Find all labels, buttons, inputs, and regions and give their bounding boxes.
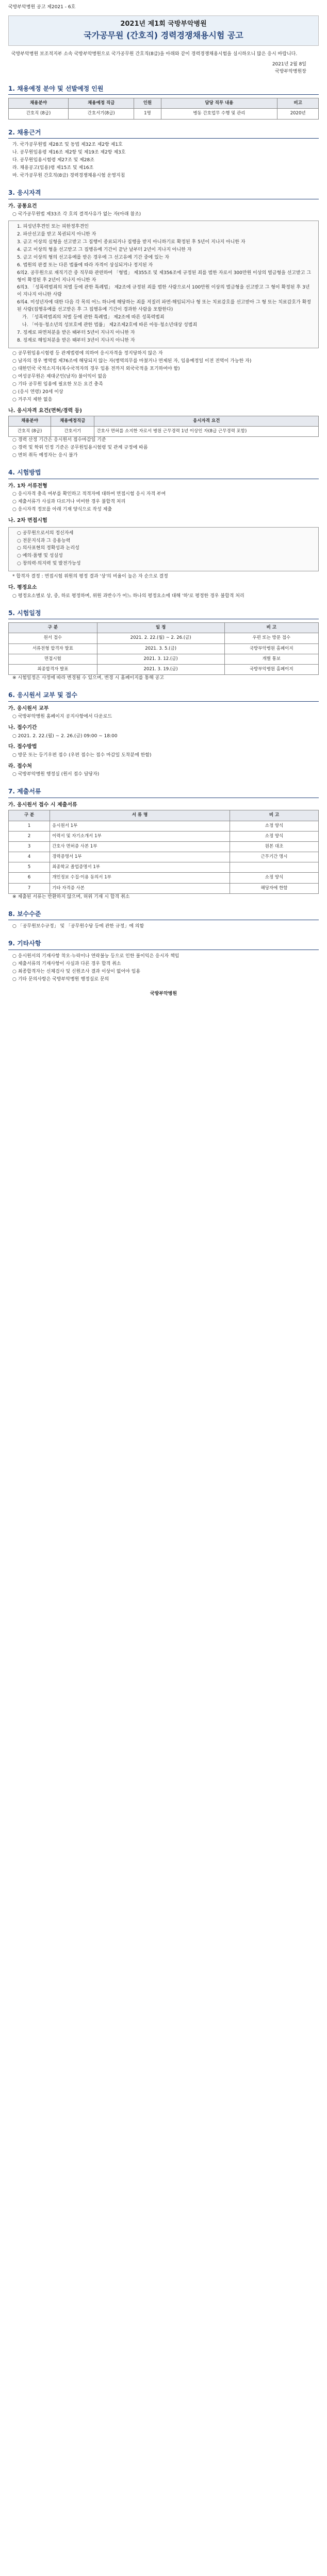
table-cell: 우편 또는 방문 접수 bbox=[224, 633, 318, 643]
table-row bbox=[9, 862, 319, 873]
text-line: ○ 거주지 제한 없음 bbox=[12, 397, 53, 402]
section-8-title: 8. 보수수준 bbox=[8, 908, 319, 921]
text-line: ○ 제출서류의 기재사항이 사실과 다른 경우 합격 취소 bbox=[12, 961, 121, 967]
section-5-title: 5. 시험일정 bbox=[8, 607, 319, 620]
date-signature bbox=[8, 61, 319, 76]
basis-line: 가. 국가공무원법 제28조 및 동법 제32조 제2항 제1호 bbox=[12, 142, 123, 148]
table-cell: 경력증명서 1부 bbox=[50, 852, 230, 862]
table-cell: 2 bbox=[9, 831, 50, 841]
table-cell: 개인정보 수집·이용 동의서 1부 bbox=[50, 873, 230, 883]
table-cell: 3 bbox=[9, 841, 50, 852]
table-header: 채용예정 직급 bbox=[69, 98, 134, 109]
table-cell: 간호사 면허증 사본 1부 bbox=[50, 841, 230, 852]
text-line: ○ 면허 취득 예정자는 응시 불가 bbox=[12, 453, 78, 459]
table-header: 비고 bbox=[277, 98, 319, 109]
list-item: 2. 파산선고를 받고 복권되지 아니한 자 bbox=[17, 231, 96, 237]
subhead: 가. 1차 서류전형 bbox=[8, 483, 47, 489]
table-cell: 해당자에 한함 bbox=[230, 883, 319, 893]
table-row bbox=[9, 831, 319, 841]
intro-text: 국방부악병원 보조적지부 소속 국방부악병원으로 국가공무원 간호직(8급)을 아래와 같이 경력경쟁채용시험을 실시하오니 많은 응시 바랍니다. bbox=[11, 51, 298, 57]
text-line: ○ 경력 및 학위 인정 기준은 공무원임용시험령 및 관계 규정에 따름 bbox=[12, 445, 148, 451]
list-item: 4. 금고 이상의 형을 선고받고 그 집행유예 기간이 끝난 날부터 2년이 지나지 아니한 자 bbox=[17, 247, 192, 252]
text-line: ○ 「공무원보수규정」 및 「공무원수당 등에 관한 규정」에 의함 bbox=[12, 924, 144, 929]
interview-box bbox=[8, 527, 319, 572]
table-row bbox=[9, 633, 319, 643]
subhead: 나. 응시자격 요건(면허/경력 등) bbox=[8, 408, 82, 414]
list-item: 5. 금고 이상의 형의 선고유예를 받은 경우에 그 선고유예 기간 중에 있는 자 bbox=[17, 255, 170, 260]
section-3-title: 3. 응시자격 bbox=[8, 187, 319, 199]
table-row bbox=[9, 427, 319, 437]
subhead: 나. 접수기간 bbox=[8, 725, 37, 731]
subhead: 가. 응시원서 접수 시 제출서류 bbox=[8, 802, 77, 808]
table-header: 일 정 bbox=[97, 623, 224, 633]
list-item: 3. 금고 이상의 실형을 선고받고 그 집행이 종료되거나 집행을 받지 아니하기로 확정된 후 5년이 지나지 아니한 자 bbox=[17, 239, 246, 245]
text-line: ○ 제출서류가 사실과 다르거나 미비한 경우 불합격 처리 bbox=[12, 499, 126, 505]
basis-line: 다. 공무원임용시험령 제27조 및 제28조 bbox=[12, 158, 94, 163]
text-line: ○ 국방부악병원 홈페이지 공지사항에서 다운로드 bbox=[12, 714, 112, 720]
text-line: ○ 2021. 2. 22.(월) ~ 2. 26.(금) 09:00 ~ 18:00 bbox=[12, 733, 118, 739]
note-line: ※ 제출된 서류는 반환하지 않으며, 허위 기재 시 합격 취소 bbox=[12, 894, 130, 900]
section-6-title: 6. 응시원서 교부 및 접수 bbox=[8, 689, 319, 702]
table-header: 채용분야 bbox=[9, 416, 51, 427]
table-row bbox=[9, 821, 319, 831]
table-row bbox=[9, 873, 319, 883]
table-row bbox=[9, 664, 319, 674]
table-cell: 병동 간호업무 수행 및 관리 bbox=[161, 109, 277, 119]
table-cell: 응시원서 1부 bbox=[50, 821, 230, 831]
table-cell: 소정 양식 bbox=[230, 873, 319, 883]
table-cell: 국방부악병원 홈페이지 bbox=[224, 664, 318, 674]
schedule-table bbox=[8, 622, 319, 675]
text-line: ○ 남자의 경우 병역법 제76조에 해당되지 않는 자(병역의무를 마쳤거나 면제된 자, 임용예정일 이전 전역이 가능한 자) bbox=[12, 358, 252, 364]
section-1-title: 1. 채용예정 분야 및 선발예정 인원 bbox=[8, 83, 319, 95]
table-cell: 2020년 bbox=[277, 109, 319, 119]
table-cell: 개별 통보 bbox=[224, 654, 318, 664]
list-item: 가. 「성폭력범죄의 처벌 등에 관한 특례법」 제2조에 따른 성폭력범죄 bbox=[22, 315, 165, 320]
subhead: 가. 공통요건 bbox=[8, 203, 37, 209]
table-row bbox=[9, 883, 319, 893]
table-header: 인원 bbox=[134, 98, 161, 109]
table-row bbox=[9, 841, 319, 852]
table-cell: 기타 자격증 사본 bbox=[50, 883, 230, 893]
section-4-title: 4. 시험방법 bbox=[8, 467, 319, 479]
list-item: 7. 징계로 파면처분을 받은 때부터 5년이 지나지 아니한 자 bbox=[17, 330, 135, 336]
section-2-title: 2. 채용근거 bbox=[8, 127, 319, 139]
title-line-2: 국가공무원 (간호직) 경력경쟁채용시험 공고 bbox=[84, 30, 243, 41]
list-item: 6의4. 미성년자에 대한 다음 각 목의 어느 하나에 해당하는 죄를 저질러 파면·해임되거나 형 또는 치료감호를 선고받아 그 형 또는 치료감호가 확정된 사람(집행유예를 선고받은 후 그 집행유예 기간이 경과한 사람을 포함한다) bbox=[17, 300, 311, 313]
text-line: ○ 대한민국 국적소지자(복수국적자의 경우 임용 전까지 외국국적을 포기하여야 함) bbox=[12, 366, 180, 371]
table-cell bbox=[230, 862, 319, 873]
table-cell: 2021. 2. 22.(월) ~ 2. 26.(금) bbox=[97, 633, 224, 643]
list-item: 1. 피성년후견인 또는 피한정후견인 bbox=[17, 224, 89, 229]
table-cell: 2021. 3. 19.(금) bbox=[97, 664, 224, 674]
text-line: ○ 기타 공무원 임용에 필요한 모든 요건 충족 bbox=[12, 381, 103, 387]
table-cell: 2021. 3. 12.(금) bbox=[97, 654, 224, 664]
text-line: ○ 국방부악병원 행정실 (원서 접수 담당자) bbox=[12, 772, 100, 777]
text-line: ○ 여성공무원은 제대군인(남자) 불이익이 없음 bbox=[12, 374, 107, 379]
subhead: 가. 응시원서 교부 bbox=[8, 705, 49, 711]
table-cell: 국방부악병원 홈페이지 bbox=[224, 643, 318, 654]
table-cell: 최종합격자 발표 bbox=[9, 664, 97, 674]
list-item: ○ 전문지식과 그 응용능력 bbox=[17, 538, 71, 544]
table-cell: 원본 대조 bbox=[230, 841, 319, 852]
qualification-table bbox=[8, 416, 319, 437]
text-line: ○ 경력 산정 기간은 응시원서 접수마감일 기준 bbox=[12, 437, 106, 443]
table-row bbox=[9, 654, 319, 664]
text-line: ○ 기타 문의사항은 국방부악병원 행정실로 문의 bbox=[12, 976, 109, 982]
table-header: 비 고 bbox=[224, 623, 318, 633]
text-line: ○ 공무원임용시험령 등 관계법령에 의하여 응시자격을 정지당하지 않은 자 bbox=[12, 350, 163, 356]
list-item: 6. 법원의 판결 또는 다른 법률에 따라 자격이 상실되거나 정지된 자 bbox=[17, 262, 153, 268]
table-row bbox=[9, 109, 319, 119]
notice-page bbox=[0, 0, 327, 1008]
table-cell: 소정 양식 bbox=[230, 821, 319, 831]
list-item: 8. 징계로 해임처분을 받은 때부터 3년이 지나지 아니한 자 bbox=[17, 338, 135, 343]
recruit-table bbox=[8, 98, 319, 119]
text-line: ○ 국가공무원법 제33조 각 호의 결격사유가 없는 자(아래 참조) bbox=[12, 212, 141, 217]
text-line: ○ 방문 또는 등기우편 접수 (우편 접수는 접수 마감일 도착분에 한함) bbox=[12, 752, 152, 758]
list-item: ○ 예의·품행 및 성실성 bbox=[17, 553, 63, 559]
list-item: 6의3. 「성폭력범죄의 처벌 등에 관한 특례법」 제2조에 규정된 죄를 범한 사람으로서 100만원 이상의 벌금형을 선고받고 그 형이 확정된 후 3년이 지나지 아니한 사람 bbox=[17, 285, 310, 298]
documents-table bbox=[8, 810, 319, 893]
list-item: ○ 의사표현의 정확성과 논리성 bbox=[17, 546, 79, 551]
title-line-1: 2021년 제1회 국방부악병원 bbox=[120, 20, 207, 28]
table-header: 구 분 bbox=[9, 810, 50, 821]
basis-line: 마. 국가공무원 간호직(8급) 경력경쟁채용시험 운영지침 bbox=[12, 173, 125, 178]
issuer: 국방부악병원장 bbox=[275, 69, 306, 74]
text-line: ○ 평정요소별로 상, 중, 하로 평정하며, 위원 과반수가 어느 하나의 평정요소에 대해 '하'로 평정한 경우 불합격 처리 bbox=[12, 593, 244, 599]
title-box bbox=[8, 15, 319, 46]
list-item: 6의2. 공무원으로 재직기간 중 직무와 관련하여 「형법」 제355조 및 제356조에 규정된 죄를 범한 자로서 300만원 이상의 벌금형을 선고받고 그 형이 확정된 후 2년이 지나지 아니한 자 bbox=[17, 270, 312, 283]
table-header: 채용예정직급 bbox=[51, 416, 94, 427]
text-line: ○ 응시자격 충족 여부를 확인하고 적격자에 대하여 면접시험 응시 자격 부여 bbox=[12, 492, 166, 497]
table-row bbox=[9, 852, 319, 862]
table-cell: 간호사 면허를 소지한 자로서 병원 근무경력 1년 이상인 자(8급 근무경력 포함) bbox=[94, 427, 319, 437]
table-cell: 소정 양식 bbox=[230, 831, 319, 841]
basis-line: 나. 공무원임용령 제16조 제2항 및 제19조 제2항 제3호 bbox=[12, 150, 126, 156]
list-item: 나. 「아동·청소년의 성보호에 관한 법률」 제2조제2호에 따른 아동·청소년대상 성범죄 bbox=[22, 323, 198, 328]
notice-number: 국방부악병원 공고 제2021 - 6호 bbox=[8, 5, 76, 10]
text-line: ○ 최종합격자는 신체검사 및 신원조사 결과 이상이 없어야 임용 bbox=[12, 969, 141, 974]
disqualification-box bbox=[8, 221, 319, 348]
note-line: * 합격자 결정 : 면접시험 위원의 평정 결과 '상'의 비율이 높은 자 순으로 결정 bbox=[12, 574, 168, 580]
subhead: 나. 2차 면접시험 bbox=[8, 518, 47, 524]
notice-date: 2021년 2월 8일 bbox=[272, 61, 306, 67]
subhead: 라. 접수처 bbox=[8, 763, 32, 769]
table-cell: 면접시험 bbox=[9, 654, 97, 664]
table-cell: 1명 bbox=[134, 109, 161, 119]
list-item: ○ 창의력·의지력 및 발전가능성 bbox=[17, 561, 81, 567]
table-header: 서 류 명 bbox=[50, 810, 230, 821]
table-cell: 5 bbox=[9, 862, 50, 873]
table-cell: 간호직 (8급) bbox=[9, 109, 69, 119]
section-7-title: 7. 제출서류 bbox=[8, 786, 319, 798]
table-cell: 서류전형 합격자 발표 bbox=[9, 643, 97, 654]
table-cell: 최종학교 졸업증명서 1부 bbox=[50, 862, 230, 873]
table-cell: 간호직 (8급) bbox=[9, 427, 51, 437]
table-header: 담당 직무 내용 bbox=[161, 98, 277, 109]
table-row bbox=[9, 643, 319, 654]
subhead: 다. 평정요소 bbox=[8, 585, 37, 591]
table-cell: 원서 접수 bbox=[9, 633, 97, 643]
table-header: 응시자격 요건 bbox=[94, 416, 319, 427]
section-9-title: 9. 기타사항 bbox=[8, 938, 319, 950]
table-cell: 간호서기(8급) bbox=[69, 109, 134, 119]
table-header: 구 분 bbox=[9, 623, 97, 633]
table-cell: 이력서 및 자기소개서 1부 bbox=[50, 831, 230, 841]
table-cell: 근무기간 명시 bbox=[230, 852, 319, 862]
table-cell: 4 bbox=[9, 852, 50, 862]
text-line: ○ 응시원서의 기재사항 착오·누락이나 연락불능 등으로 인한 불이익은 응시자 책임 bbox=[12, 953, 179, 959]
basis-line: 라. 채용공고(임용)령 제15조 및 제16조 bbox=[12, 165, 94, 171]
text-line: ○ (응시 연령) 20세 이상 bbox=[12, 389, 63, 395]
list-item: ○ 공무원으로서의 정신자세 bbox=[17, 530, 74, 536]
table-cell: 간호서기 bbox=[51, 427, 94, 437]
footer-org: 국방부악병원 bbox=[150, 991, 177, 996]
subhead: 다. 접수방법 bbox=[8, 744, 37, 750]
note-line: ※ 시험일정은 사정에 따라 변경될 수 있으며, 변경 시 홈페이지를 통해 공고 bbox=[12, 675, 164, 681]
table-header: 채용분야 bbox=[9, 98, 69, 109]
table-cell: 7 bbox=[9, 883, 50, 893]
table-cell: 6 bbox=[9, 873, 50, 883]
table-cell: 1 bbox=[9, 821, 50, 831]
text-line: ○ 응시자격 정보를 아래 기재 양식으로 작성 제출 bbox=[12, 507, 112, 513]
table-header: 비 고 bbox=[230, 810, 319, 821]
table-cell: 2021. 3. 5.(금) bbox=[97, 643, 224, 654]
